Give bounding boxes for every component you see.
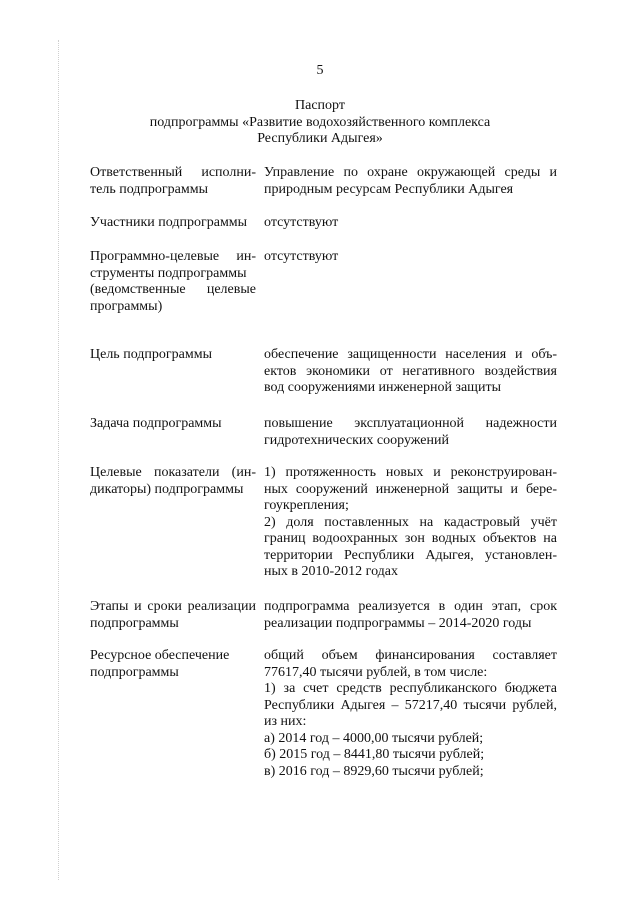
left-margin-line [58,40,59,880]
value-program-instruments: отсутствуют [264,249,339,264]
document-title [80,98,560,148]
title-line-2: подпрограммы «Развитие водохозяйственного комплекса [149,114,491,130]
label-program-instruments: Программно-целевые ин- струменты подпрограммы (ведомственные целевые программы) [90,249,256,314]
label-stages-timing: Этапы и сроки реализации подпрограммы [90,599,256,631]
title-line-1: Паспорт [295,98,345,113]
label-goal: Цель подпрограммы [90,347,212,362]
title-line-3: Республики Адыгея» [257,131,383,146]
label-responsible-executor: Ответственный исполни- тель подпрограммы [90,165,256,197]
label-participants: Участники подпрограммы [90,215,248,230]
value-resource-provision: общий объем финансирования составляет 77617,40 тысячи рублей, в том числе: 1) за счет средств республиканского бюджета Республики Адыгея – 57217,40 тысячи рублей, из них: а) 2014 год – 4000,00 тысячи рублей; б) 2015 год – 8441,80 тысячи рублей; в) 2016 год – 8929,60 тысячи рублей; [264,648,557,779]
label-resource-provision: Ресурсное обеспечение подпрограммы [90,648,230,680]
value-participants: отсутствуют [264,215,339,230]
value-task: повышение эксплуатационной надежности гидротехнических сооружений [264,416,557,448]
value-goal: обеспечение защищенности населения и объ- ектов экономики от негативного воздействия вод сооружениями инженерной защиты [264,347,557,395]
label-task: Задача подпрограммы [90,416,222,431]
value-target-indicators: 1) протяженность новых и реконструирован- ных сооружений инженерной защиты и бере- гоукрепления; 2) доля поставленных на кадастровый учёт границ водоохранных зон водных объектов на территории Республики Адыгея, установлен- ных в 2010-2012 годах [264,465,557,579]
value-stages-timing: подпрограмма реализуется в один этап, срок реализации подпрограммы – 2014-2020 годы [264,599,557,631]
label-target-indicators: Целевые показатели (ин- дикаторы) подпрограммы [90,465,256,497]
page-number: 5 [316,63,324,78]
value-responsible-executor: Управление по охране окружающей среды и природным ресурсам Республики Адыгея [264,165,557,197]
